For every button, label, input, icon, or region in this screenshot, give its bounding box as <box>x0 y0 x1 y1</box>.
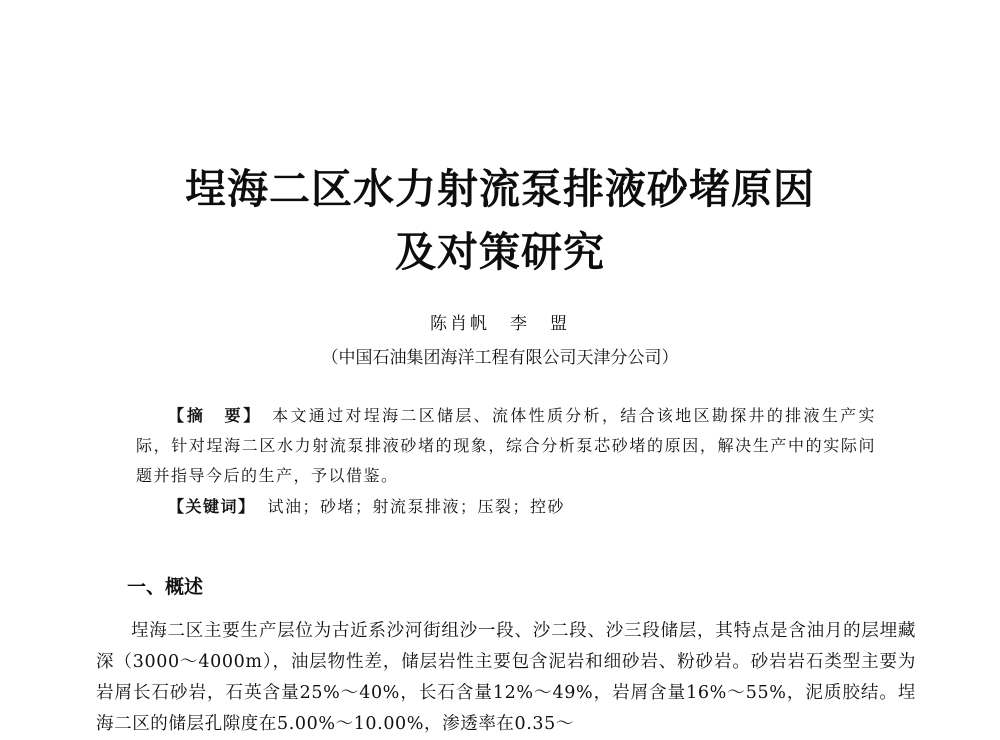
abstract-label: 【摘 要】 <box>168 406 263 425</box>
keywords <box>168 492 868 522</box>
paper-title-line-1: 埕海二区水力射流泵排液砂堵原因 <box>185 165 815 213</box>
abstract-text: 本文通过对埕海二区储层、流体性质分析，结合该地区勘探井的排液生产实际，针对埕海二区水力射流泵排液砂堵的现象，综合分析泵芯砂堵的原因，解决生产中的实际问题并指导今后的生产，予以借鉴。 <box>136 406 876 485</box>
paper-title-line-2: 及对策研究 <box>395 228 605 276</box>
abstract <box>136 401 876 491</box>
body-paragraph: 埕海二区主要生产层位为古近系沙河街组沙一段、沙二段、沙三段储层，其特点是含油月的层埋藏深（3000～4000m），油层物性差，储层岩性主要包含泥岩和细砂岩、粉砂岩。砂岩岩石类型主要为岩屑长石砂岩，石英含量25%～40%，长石含量12%～49%，岩屑含量16%～55%，泥质胶结。埕海二区的储层孔隙度在5.00%～10.00%，渗透率在0.35～ <box>96 621 916 734</box>
keywords-text: 试油；砂堵；射流泵排液；压裂；控砂 <box>267 497 566 516</box>
keywords-label: 【关键词】 <box>168 497 256 516</box>
affiliation: （中国石油集团海洋工程有限公司天津分公司） <box>321 348 679 368</box>
section-heading: 一、概述 <box>127 576 204 598</box>
authors: 陈肖帆 李 盟 <box>430 314 570 334</box>
